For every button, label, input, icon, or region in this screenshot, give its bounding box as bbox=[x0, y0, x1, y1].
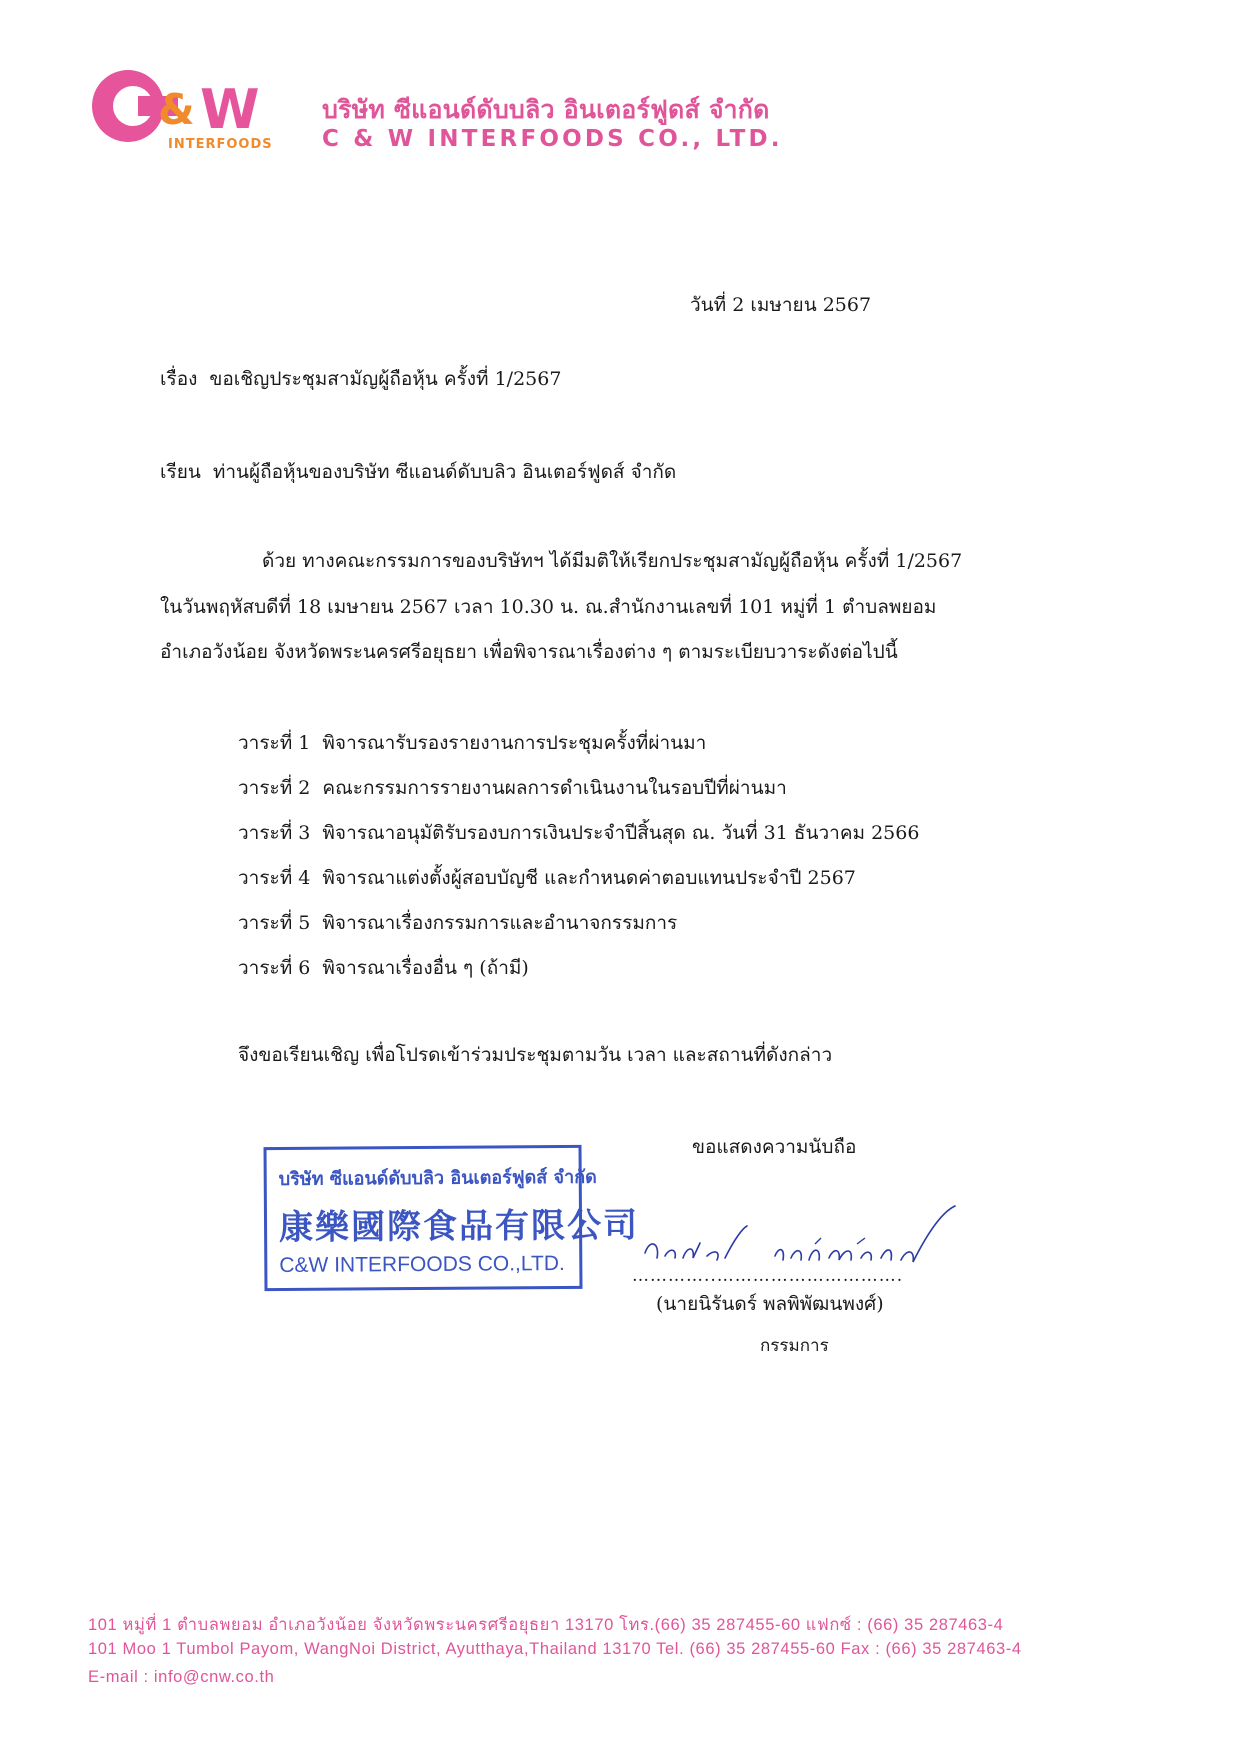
logo-w: W bbox=[200, 78, 260, 141]
body-line-1: ด้วย ทางคณะกรรมการของบริษัทฯ ได้มีมติให้เรียกประชุมสามัญผู้ถือหุ้น ครั้งที่ 1/2567 bbox=[262, 550, 963, 572]
stamp-thai-name: บริษัท ซีแอนด์ดับบลิว อินเตอร์ฟูดส์ จำกัด bbox=[278, 1166, 597, 1191]
company-name-thai: บริษัท ซีแอนด์ดับบลิว อินเตอร์ฟูดส์ จำกัด bbox=[322, 95, 770, 124]
stamp-english-name: C&W INTERFOODS CO.,LTD. bbox=[279, 1252, 565, 1278]
agenda-list bbox=[238, 728, 919, 998]
agenda-text: พิจารณาอนุมัติรับรองบการเงินประจำปีสิ้นสุด ณ. วันที่ 31 ธันวาคม 2566 bbox=[322, 822, 920, 844]
footer-address bbox=[88, 1612, 1022, 1696]
agenda-item bbox=[238, 863, 919, 908]
letter-salutation bbox=[160, 463, 676, 482]
subject-label: เรื่อง bbox=[160, 368, 198, 390]
agenda-text: คณะกรรมการรายงานผลการดำเนินงานในรอบปีที่ผ่านมา bbox=[322, 777, 787, 799]
salutation-label: เรียน bbox=[160, 461, 201, 483]
company-stamp bbox=[264, 1145, 640, 1291]
footer-email: E-mail : info@cnw.co.th bbox=[88, 1668, 275, 1686]
agenda-text: พิจารณารับรองรายงานการประชุมครั้งที่ผ่านมา bbox=[322, 732, 707, 754]
logo-sub-text: INTERFOODS bbox=[168, 137, 273, 152]
body-line-2: ในวันพฤหัสบดีที่ 18 เมษายน 2567 เวลา 10.30 น. ณ.สำนักงานเลขที่ 101 หมู่ที่ 1 ตำบลพยอม bbox=[160, 596, 937, 618]
agenda-number: วาระที่ 6 bbox=[238, 957, 311, 979]
regards-line: ขอแสดงความนับถือ bbox=[692, 1136, 857, 1158]
agenda-number: วาระที่ 3 bbox=[238, 822, 311, 844]
letterhead bbox=[90, 68, 790, 158]
logo-ampersand: & bbox=[158, 85, 195, 134]
subject-text: ขอเชิญประชุมสามัญผู้ถือหุ้น ครั้งที่ 1/2567 bbox=[209, 368, 562, 390]
company-logo bbox=[90, 68, 290, 152]
agenda-text: พิจารณาแต่งตั้งผู้สอบบัญชี และกำหนดค่าตอบแทนประจำปี 2567 bbox=[322, 867, 856, 889]
company-name-english: C & W INTERFOODS CO., LTD. bbox=[322, 126, 783, 152]
agenda-item bbox=[238, 773, 919, 818]
footer-address-english: 101 Moo 1 Tumbol Payom, WangNoi District, Ayutthaya,Thailand 13170 Tel. (66) 35 287455-60 Fax : (66) 35 287463-4 bbox=[88, 1640, 1022, 1658]
agenda-item bbox=[238, 953, 919, 998]
footer-address-thai: 101 หมู่ที่ 1 ตำบลพยอม อำเภอวังน้อย จังหวัดพระนครศรีอยุธยา 13170 โทร.(66) 35 287455-60 แฟกซ์ : (66) 35 287463-4 bbox=[88, 1616, 1004, 1634]
signer-name: (นายนิรันดร์ พลพิพัฒนพงศ์) bbox=[656, 1293, 884, 1315]
agenda-item bbox=[238, 818, 919, 863]
closing-line: จึงขอเรียนเชิญ เพื่อโปรดเข้าร่วมประชุมตามวัน เวลา และสถานที่ดังกล่าว bbox=[238, 1044, 833, 1066]
signature-dotted-line: …………..…………………………. bbox=[632, 1266, 904, 1286]
agenda-number: วาระที่ 4 bbox=[238, 867, 311, 889]
letter-date: วันที่ 2 เมษายน 2567 bbox=[690, 294, 872, 316]
stamp-chinese-name: 康樂國際食品有限公司 bbox=[278, 1205, 640, 1249]
agenda-item bbox=[238, 908, 919, 953]
agenda-number: วาระที่ 2 bbox=[238, 777, 311, 799]
agenda-text: พิจารณาเรื่องกรรมการและอำนาจกรรมการ bbox=[322, 912, 678, 934]
letter-subject bbox=[160, 370, 561, 389]
agenda-number: วาระที่ 1 bbox=[238, 732, 311, 754]
agenda-number: วาระที่ 5 bbox=[238, 912, 311, 934]
agenda-text: พิจารณาเรื่องอื่น ๆ (ถ้ามี) bbox=[322, 957, 529, 979]
agenda-item bbox=[238, 728, 919, 773]
signer-title: กรรมการ bbox=[760, 1336, 829, 1356]
body-line-3: อำเภอวังน้อย จังหวัดพระนครศรีอยุธยา เพื่อพิจารณาเรื่องต่าง ๆ ตามระเบียบวาระดังต่อไปนี้ bbox=[160, 641, 898, 663]
salutation-text: ท่านผู้ถือหุ้นของบริษัท ซีแอนด์ดับบลิว อินเตอร์ฟูดส์ จำกัด bbox=[212, 461, 677, 483]
